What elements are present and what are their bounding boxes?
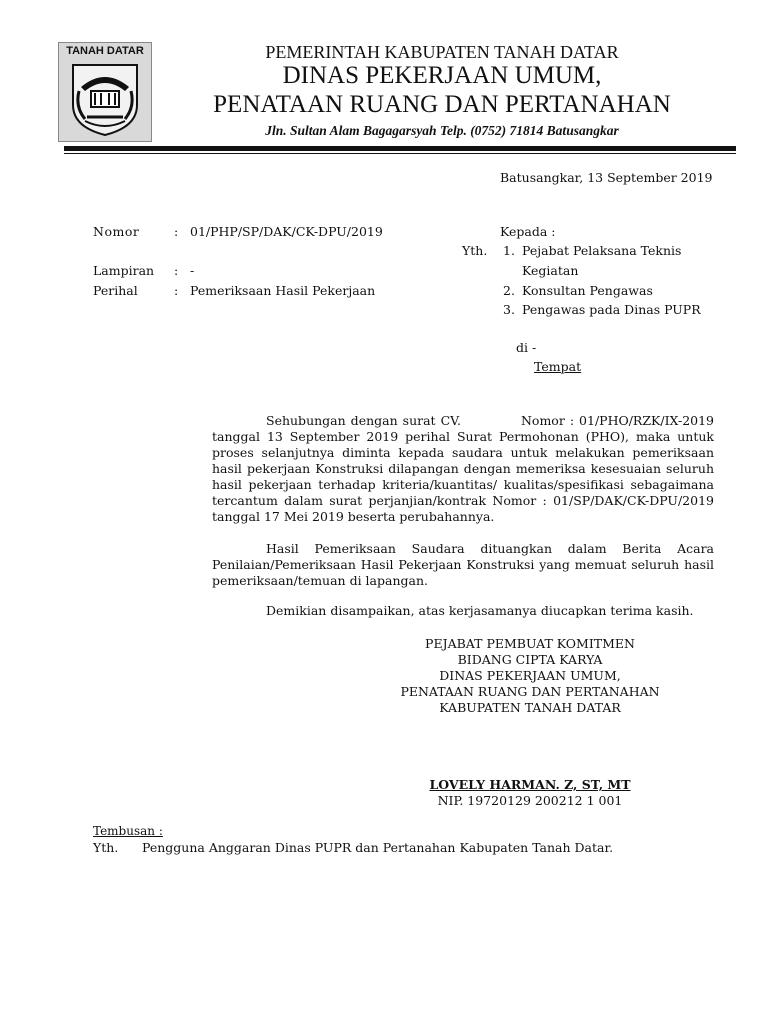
p1-nomor: Nomor : 01/PHO/RZK/IX-2019	[520, 413, 715, 428]
recipient-num-2: 2.	[503, 283, 515, 298]
regency-emblem-icon	[65, 61, 145, 137]
tembusan-label: Tembusan :	[93, 824, 163, 838]
header-agency-2: PENATAAN RUANG DAN PERTANAHAN	[213, 91, 671, 118]
p1-rest: tanggal 13 September 2019 perihal Surat Permohonan (PHO), maka untuk proses selanjutnya diminta kepada saudara untuk melakukan pemeriksaan hasil pekerjaan Konstruksi dilapangan dengan memeriksa kesesuaian seluruh hasil pekerjaan terhadap kriteria/kuantitas/ kualitas/spesifikasi sebagaimana tercantum dalam surat perjanjian/kontrak Nomor : 01/SP/DAK/CK-DPU/2019 tanggal 17 Mei 2019 beserta perubahannya.	[212, 429, 714, 524]
recipient-item-1: Pejabat Pelaksana Teknis	[522, 243, 682, 258]
signature-line-4: PENATAAN RUANG DAN PERTANAHAN	[400, 684, 660, 699]
signature-block	[380, 636, 680, 716]
kepada-label: Kepada :	[500, 224, 556, 239]
signature-line-5: KABUPATEN TANAH DATAR	[439, 700, 621, 715]
recipient-item-1-cont: Kegiatan	[522, 263, 579, 278]
nomor-colon: :	[174, 224, 179, 239]
signature-line-3: DINAS PEKERJAAN UMUM,	[439, 668, 621, 683]
nomor-value: 01/PHP/SP/DAK/CK-DPU/2019	[190, 224, 383, 239]
body-paragraph-2	[212, 541, 714, 589]
logo-text: TANAH DATAR	[66, 45, 144, 57]
p2-text: Hasil Pemeriksaan Saudara dituangkan dalam Berita Acara Penilaian/Pemeriksaan Hasil Pekerjaan Konstruksi yang memuat seluruh hasil pemeriksaan/temuan di lapangan.	[212, 541, 714, 588]
signatory-name: LOVELY HARMAN. Z, ST, MT	[429, 777, 631, 792]
signatory	[380, 777, 680, 809]
header-divider-thick	[64, 146, 736, 151]
recipient-item-3: Pengawas pada Dinas PUPR	[522, 302, 701, 317]
lampiran-colon: :	[174, 263, 179, 278]
tembusan-yth: Yth.	[93, 840, 119, 855]
body-paragraph-1	[212, 413, 714, 525]
header-government: PEMERINTAH KABUPATEN TANAH DATAR	[265, 42, 619, 62]
tembusan-text: Pengguna Anggaran Dinas PUPR dan Pertanahan Kabupaten Tanah Datar.	[142, 840, 614, 855]
perihal-colon: :	[174, 283, 179, 298]
perihal-label: Perihal	[93, 283, 138, 298]
recipient-num-1: 1.	[503, 243, 515, 258]
recipient-tempat: Tempat	[534, 359, 582, 374]
recipient-di: di -	[516, 340, 537, 355]
p1-start: Sehubungan dengan surat CV.	[266, 413, 461, 428]
letter-date: Batusangkar, 13 September 2019	[500, 170, 713, 185]
nomor-label: Nomor	[93, 224, 140, 239]
lampiran-label: Lampiran	[93, 263, 155, 278]
recipient-yth: Yth.	[462, 243, 488, 258]
header-divider-thin	[64, 153, 736, 154]
recipient-num-3: 3.	[503, 302, 515, 317]
signature-line-1: PEJABAT PEMBUAT KOMITMEN	[425, 636, 635, 651]
perihal-value: Pemeriksaan Hasil Pekerjaan	[190, 283, 376, 298]
regency-logo	[58, 42, 152, 142]
header-agency: DINAS PEKERJAAN UMUM,	[282, 62, 602, 89]
recipient-item-2: Konsultan Pengawas	[522, 283, 653, 298]
header-address: Jln. Sultan Alam Bagagarsyah Telp. (0752) 71814 Batusangkar	[265, 123, 619, 138]
signatory-nip: NIP. 19720129 200212 1 001	[437, 793, 623, 808]
signature-line-2: BIDANG CIPTA KARYA	[457, 652, 603, 667]
lampiran-value: -	[190, 263, 195, 278]
body-paragraph-3	[212, 603, 714, 619]
p3-text: Demikian disampaikan, atas kerjasamanya diucapkan terima kasih.	[266, 603, 694, 618]
